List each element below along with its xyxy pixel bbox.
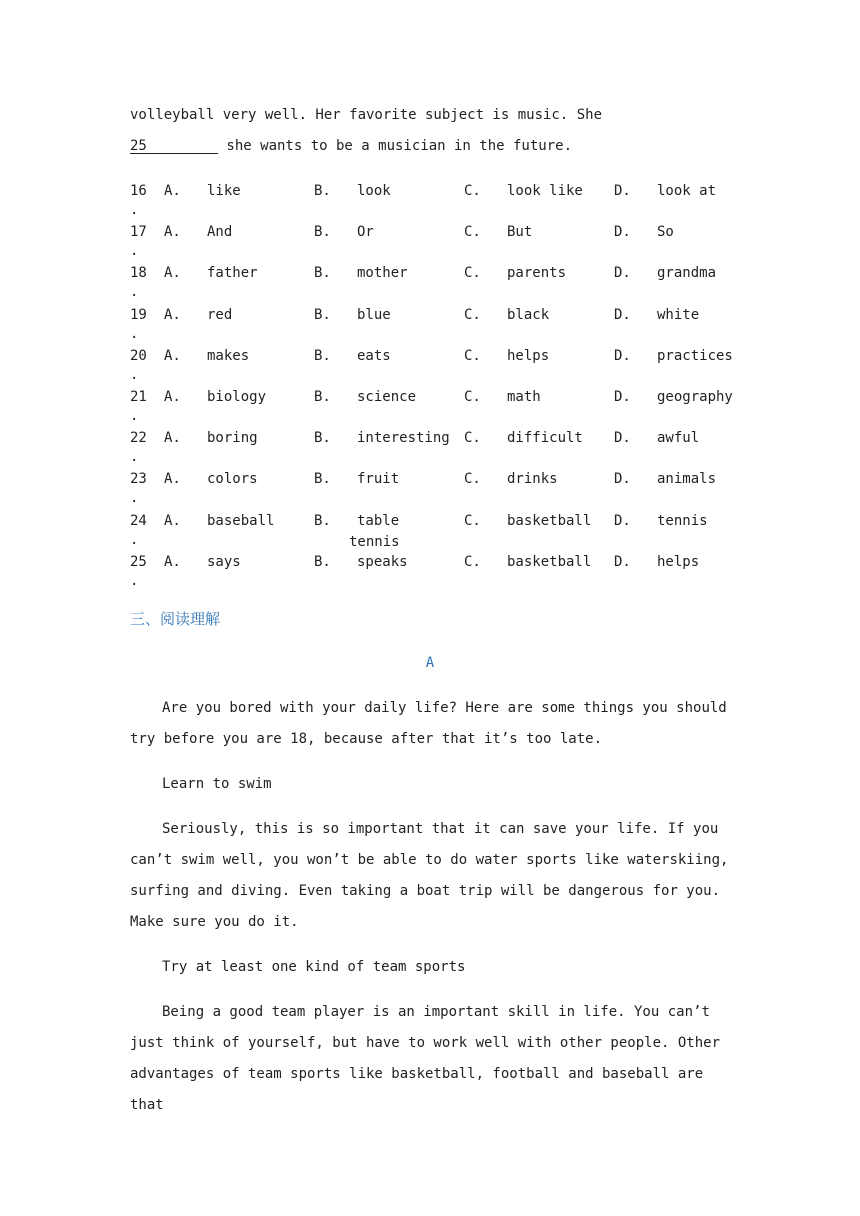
option-letter-b: B. (314, 224, 331, 241)
option-letter-c: C. (464, 347, 481, 364)
option-letter-a: A. (164, 553, 181, 570)
option-a: makes (207, 347, 250, 364)
option-letter-b: B. (314, 389, 331, 405)
question-number: 23 (130, 471, 147, 488)
option-row (130, 513, 750, 549)
option-letter-a: A. (164, 224, 181, 241)
subheading: Try at least one kind of team sports (162, 959, 466, 975)
option-a: like (207, 183, 241, 199)
option-letter-d: D. (614, 389, 631, 405)
option-letter-d: D. (614, 347, 631, 364)
option-d: grandma (657, 265, 717, 282)
option-row (130, 265, 750, 301)
option-letter-d: D. (614, 471, 631, 488)
option-letter-c: C. (464, 512, 481, 529)
option-letter-a: A. (164, 265, 181, 282)
option-letter-b: B. (314, 265, 331, 282)
question-number: 22 (130, 430, 147, 447)
question-number-dot: . (130, 366, 139, 383)
option-c: math (507, 389, 541, 405)
option-letter-b: B. (314, 430, 331, 447)
option-d: awful (657, 430, 700, 447)
paragraph: Are you bored with your daily life? Here are some things you should try before you are 18, because after that it’s too late. (130, 700, 736, 747)
passage-line-rest: she wants to be a musician in the future. (218, 138, 573, 154)
option-c: difficult (507, 430, 583, 447)
passage-line: volleyball very well. Her favorite subject is music. She (130, 107, 603, 123)
option-letter-a: A. (164, 430, 181, 447)
option-a: baseball (207, 512, 275, 529)
option-c: parents (507, 265, 567, 282)
option-row (130, 224, 750, 260)
option-a: And (207, 224, 233, 241)
question-number-dot: . (130, 325, 139, 342)
question-number-dot: . (130, 243, 139, 260)
option-letter-c: C. (464, 389, 481, 405)
option-a: boring (207, 430, 258, 447)
option-letter-d: D. (614, 265, 631, 282)
option-d: helps (657, 553, 700, 570)
option-letter-a: A. (164, 512, 181, 529)
question-number-dot: . (130, 449, 139, 466)
section-title: 三、阅读理解 (130, 610, 221, 628)
option-letter-c: C. (464, 265, 481, 282)
option-letter-a: A. (164, 389, 181, 405)
option-row (130, 430, 750, 466)
question-number: 17 (130, 224, 147, 241)
question-number-dot: . (130, 572, 139, 589)
option-letter-d: D. (614, 183, 631, 199)
question-number-dot: . (130, 284, 139, 301)
option-row (130, 389, 750, 425)
option-b: interesting (357, 430, 450, 447)
option-letter-a: A. (164, 471, 181, 488)
option-letter-d: D. (614, 553, 631, 570)
subheading: Learn to swim (162, 776, 272, 792)
option-a: red (207, 306, 233, 323)
option-letter-d: D. (614, 512, 631, 529)
option-letter-c: C. (464, 430, 481, 447)
option-d: practices (657, 347, 733, 364)
option-c: helps (507, 347, 550, 364)
option-d: So (657, 224, 674, 241)
option-b: science (357, 389, 417, 405)
option-letter-d: D. (614, 430, 631, 447)
option-b: look (357, 183, 391, 199)
option-letter-c: C. (464, 183, 481, 199)
option-row (130, 183, 750, 219)
option-b: fruit (357, 471, 400, 488)
option-c: basketball (507, 512, 592, 529)
option-letter-c: C. (464, 306, 481, 323)
question-number-dot: . (130, 490, 139, 507)
option-b: table (357, 512, 400, 529)
question-number: 21 (130, 389, 147, 405)
blank-25: 25 (130, 140, 218, 154)
option-b: speaks (357, 553, 408, 570)
question-number: 25 (130, 553, 147, 570)
option-a: says (207, 553, 241, 570)
passage-label: A (425, 655, 435, 671)
paragraph: Being a good team player is an important skill in life. You can’t just think of yourself, but have to work well with other people. Other advantages of team sports like basketball, football and baseball are that (130, 1004, 729, 1113)
option-row (130, 554, 750, 590)
option-b: eats (357, 347, 391, 364)
question-number-dot: . (130, 202, 139, 218)
option-d: white (657, 306, 700, 323)
question-number-dot: . (130, 408, 139, 424)
question-number: 20 (130, 347, 147, 364)
option-letter-c: C. (464, 471, 481, 488)
paragraph: Seriously, this is so important that it can save your life. If you can’t swim well, you won’t be able to do water sports like waterskiing, surfing and diving. Even taking a boat trip will be dangerous for you. Make sure you do it. (130, 821, 737, 930)
option-letter-a: A. (164, 306, 181, 323)
option-a: biology (207, 389, 267, 405)
option-a: father (207, 265, 258, 282)
question-number: 19 (130, 306, 147, 323)
option-d: tennis (657, 512, 708, 529)
option-letter-b: B. (314, 183, 331, 199)
option-letter-b: B. (314, 471, 331, 488)
option-a: colors (207, 471, 258, 488)
option-row (130, 307, 750, 343)
option-row (130, 471, 750, 507)
option-d: geography (657, 389, 733, 405)
question-number-dot: . (130, 531, 139, 548)
option-letter-b: B. (314, 347, 331, 364)
question-number: 24 (130, 512, 147, 529)
option-c: black (507, 306, 550, 323)
option-letter-c: C. (464, 553, 481, 570)
option-letter-a: A. (164, 347, 181, 364)
passage-line-with-blank (130, 138, 572, 154)
option-letter-b: B. (314, 512, 331, 529)
option-d: animals (657, 471, 717, 488)
question-number: 16 (130, 183, 147, 199)
option-letter-a: A. (164, 183, 181, 199)
question-number: 18 (130, 265, 147, 282)
option-c: drinks (507, 471, 558, 488)
option-c: basketball (507, 553, 592, 570)
option-c: look like (507, 183, 583, 199)
option-b: mother (357, 265, 408, 282)
option-c: But (507, 224, 533, 241)
option-b-wrap: tennis (349, 533, 400, 550)
option-letter-b: B. (314, 306, 331, 323)
option-d: look at (657, 183, 717, 199)
option-b: blue (357, 306, 391, 323)
option-letter-d: D. (614, 224, 631, 241)
option-letter-b: B. (314, 553, 331, 570)
option-letter-d: D. (614, 306, 631, 323)
option-b: Or (357, 224, 374, 241)
option-row (130, 348, 750, 384)
option-letter-c: C. (464, 224, 481, 241)
